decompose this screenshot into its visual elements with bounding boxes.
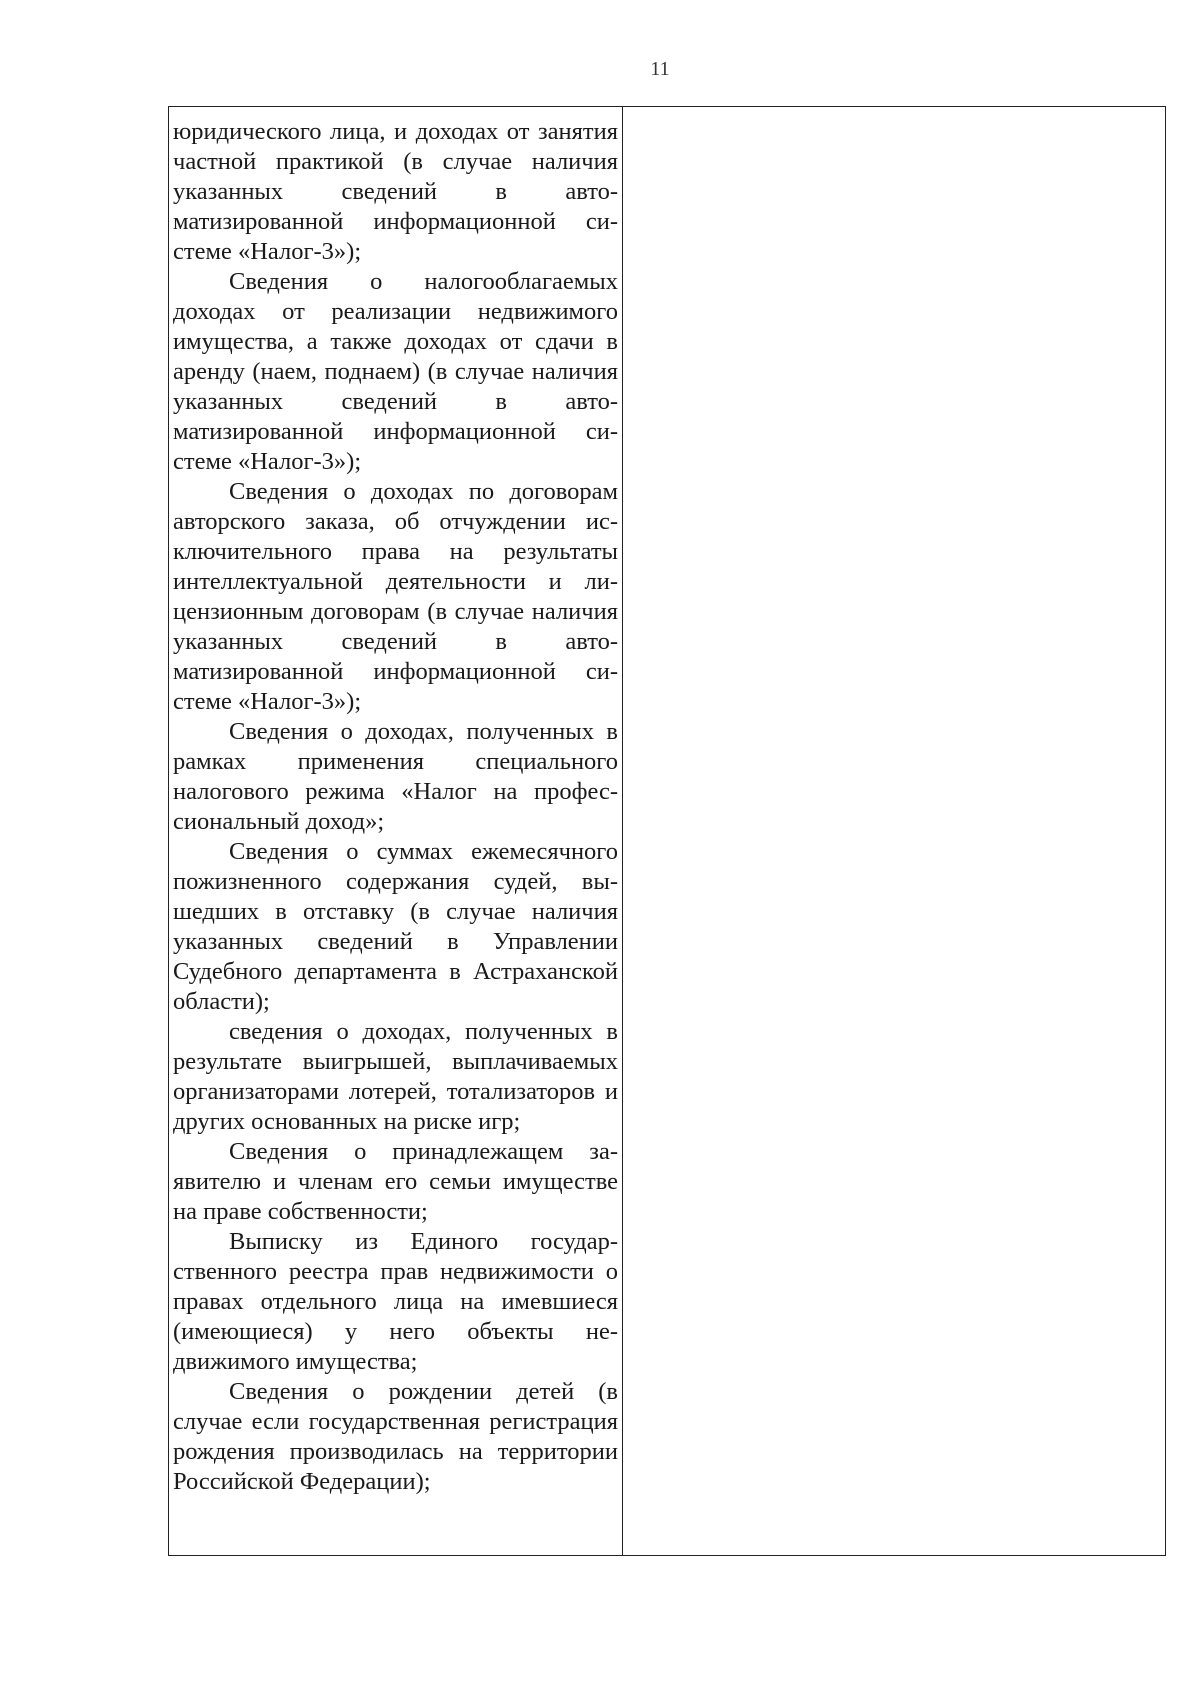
- document-table: [168, 106, 1166, 1556]
- table-right-column: [623, 107, 1165, 1555]
- paragraph-continuation: юридического лица, и доходах от занятия частной практикой (в случае наличия указанных сведений в автоматизированной информационной системе «Налог-3»);: [173, 118, 618, 265]
- paragraph-copyright-income: Сведения о доходах по договорам авторского заказа, об отчуждении исключительного права на результаты интеллектуальной деятельности и лицензионным договорам (в случае наличия указанных сведений в автоматизированной информационной системе «Налог-3»);: [173, 478, 618, 715]
- paragraph-property-ownership: Сведения о принадлежащем заявителю и членам его семьи имуществе на праве собственности;: [173, 1138, 618, 1225]
- paragraph-registry-extract: Выписку из Единого государственного реестра прав недвижимости о правах отдельного лица на имевшиеся (имеющиеся) у него объекты недвижимого имущества;: [173, 1228, 618, 1375]
- page-number: 11: [650, 58, 670, 80]
- paragraph-lottery-winnings: сведения о доходах, полученных в результате выигрышей, выплачиваемых организаторами лотерей, тотализаторов и других основанных на риске игр;: [173, 1018, 618, 1135]
- paragraph-child-birth: Сведения о рождении детей (в случае если государственная регистрация рождения производилась на территории Российской Федерации);: [173, 1378, 618, 1495]
- paragraph-judges-allowance: Сведения о суммах ежемесячного пожизненного содержания судей, вышедших в отставку (в случае наличия указанных сведений в Управлении Судебного департамента в Астраханской области);: [173, 838, 618, 1015]
- table-left-column: [169, 107, 623, 1555]
- paragraph-professional-income: Сведения о доходах, полученных в рамках применения специального налогового режима «Налог на профессиональный доход»;: [173, 718, 618, 835]
- paragraph-real-estate-income: Сведения о налогооблагаемых доходах от реализации недвижимого имущества, а также доходах от сдачи в аренду (наем, поднаем) (в случае наличия указанных сведений в автоматизированной информационной системе «Налог-3»);: [173, 268, 618, 475]
